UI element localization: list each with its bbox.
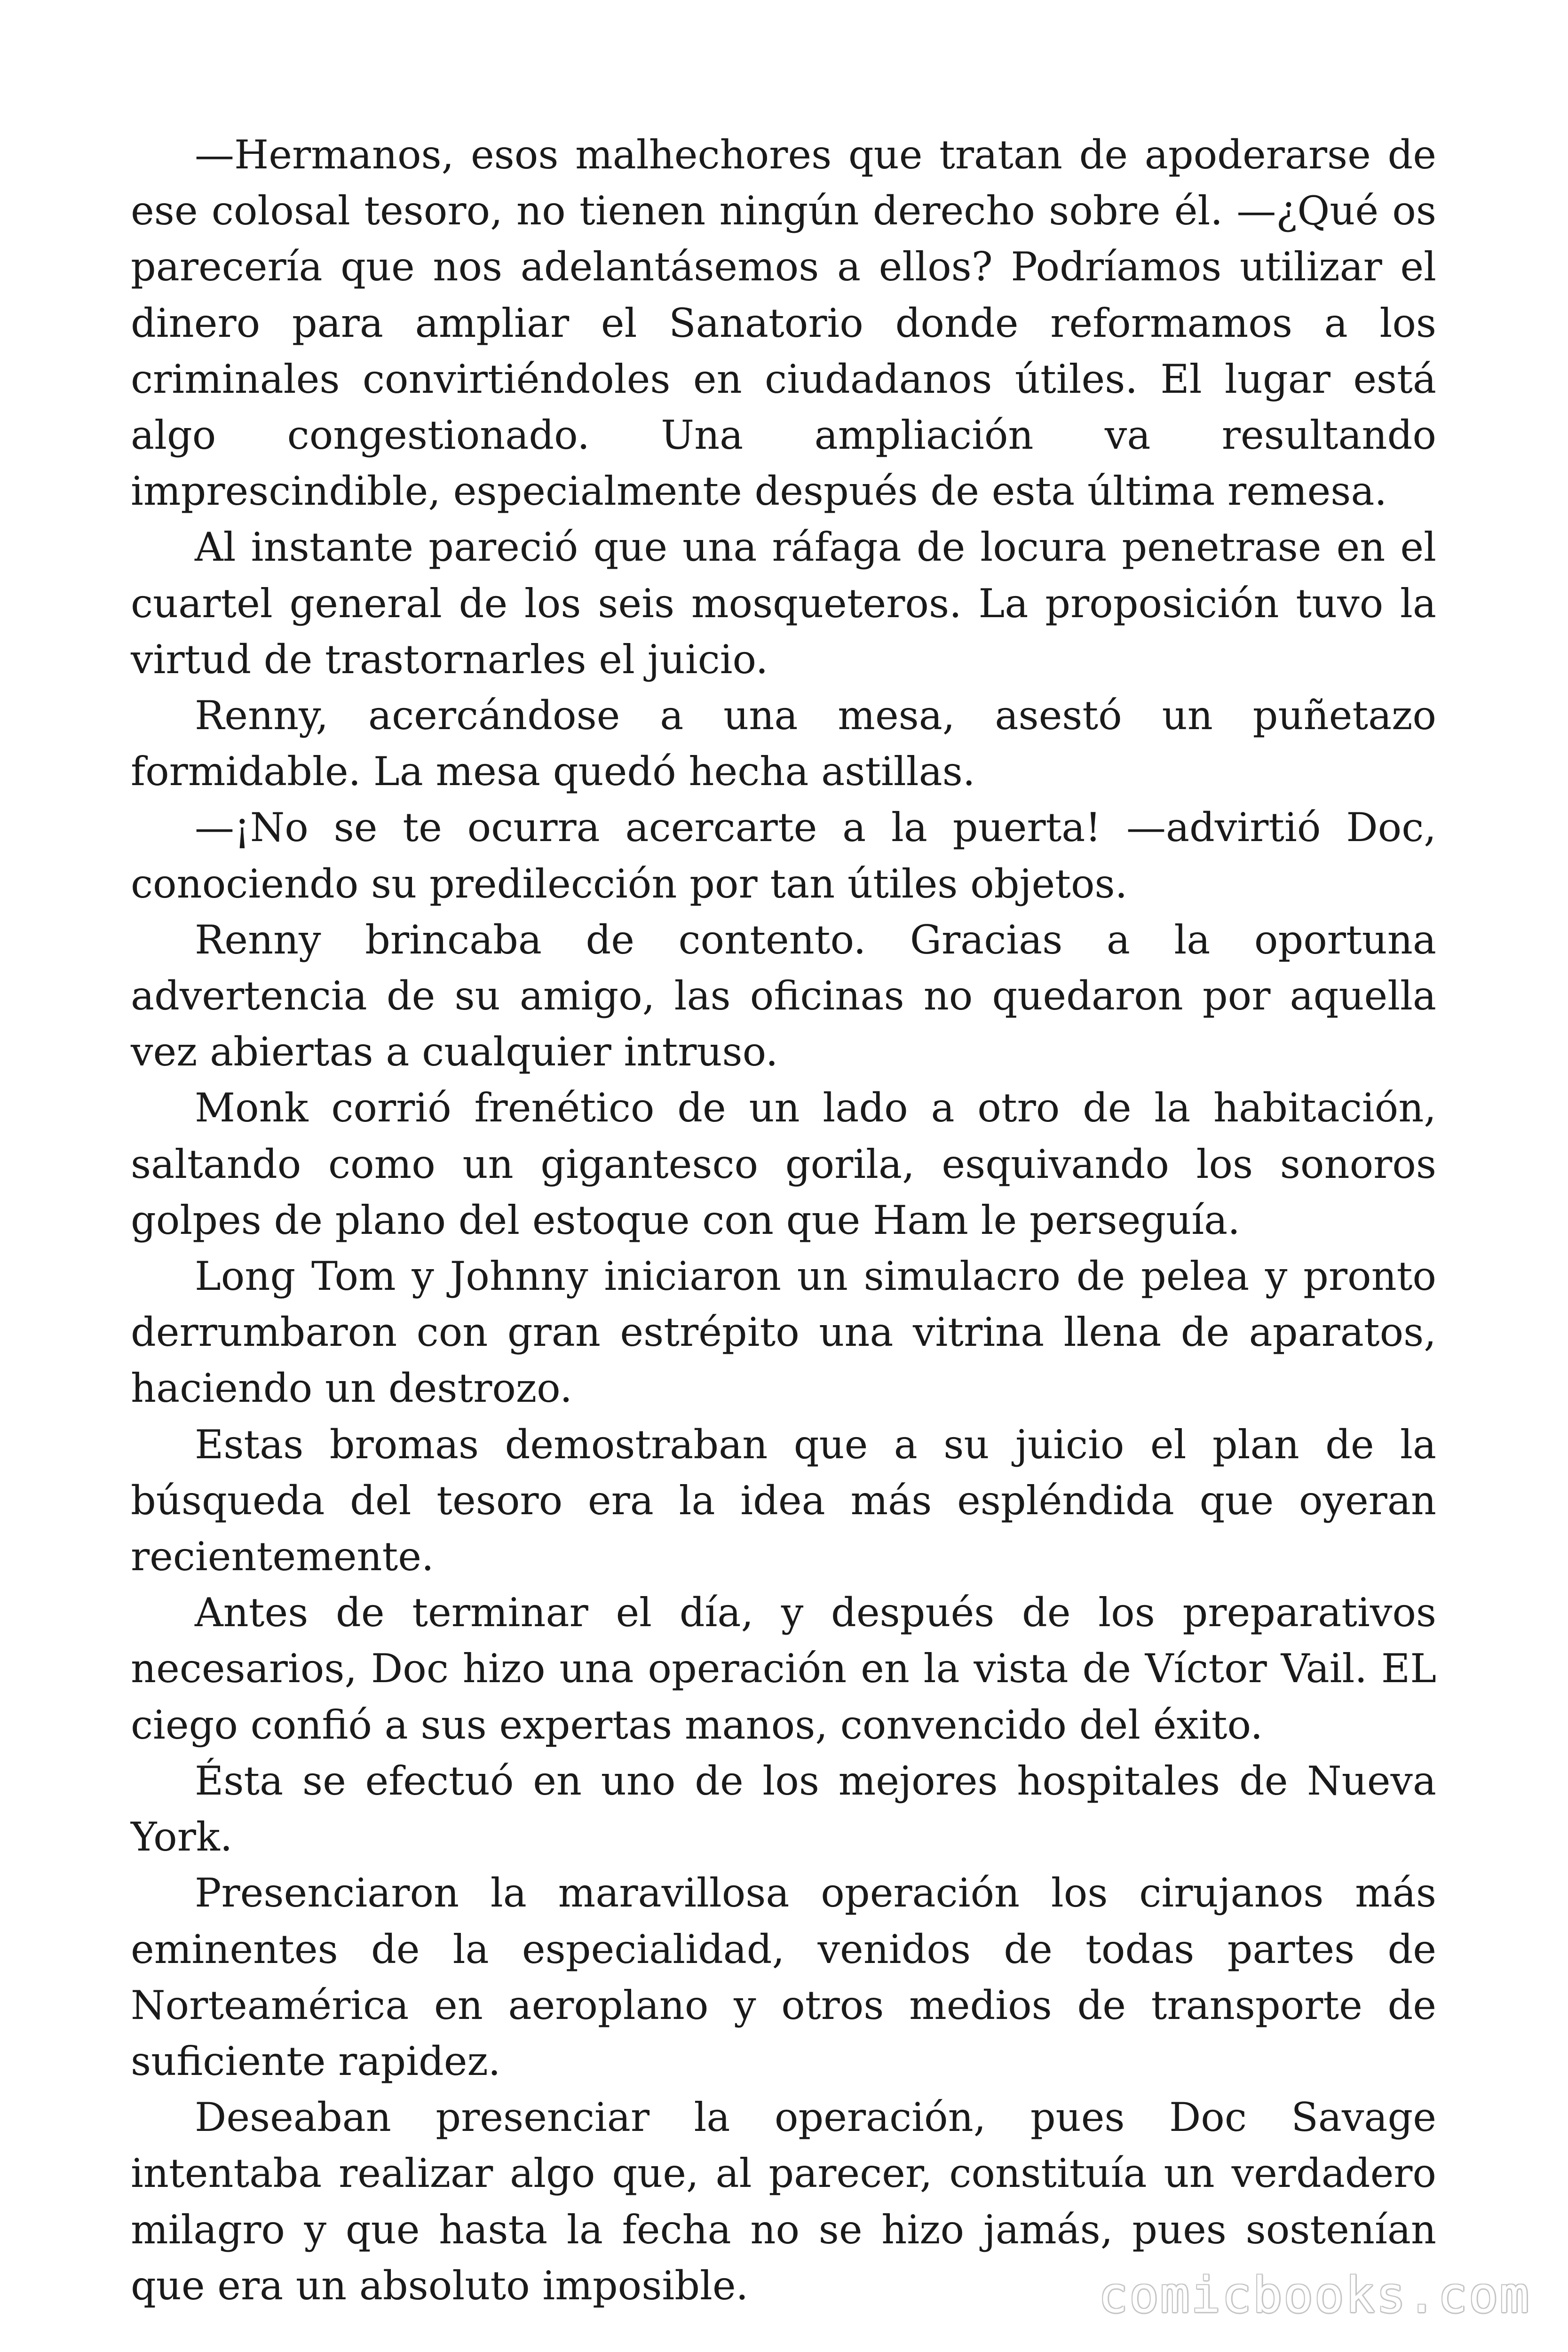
paragraph: Monk corrió frenético de un lado a otro de la habitación, saltando como un gigantesco gorila, esquivando los sonoros golpes de plano del estoque con que Ham le perseguía. (131, 1085, 1436, 1243)
paragraph: Estas bromas demostraban que a su juicio el plan de la búsqueda del tesoro era la idea más espléndida que oyeran recientemente. (131, 1421, 1436, 1580)
paragraph: Renny brincaba de contento. Gracias a la oportuna advertencia de su amigo, las oficinas no quedaron por aquella vez abiertas a cualquier intruso. (131, 916, 1436, 1075)
watermark: comicbooks.com (1098, 2266, 1530, 2324)
paragraph: Ésta se efectuó en uno de los mejores hospitales de Nueva York. (131, 1757, 1436, 1860)
paragraph: Antes de terminar el día, y después de los preparativos necesarios, Doc hizo una operación en la vista de Víctor Vail. EL ciego confió a sus expertas manos, convencido del éxito. (131, 1589, 1436, 1748)
paragraph: Deseaban presenciar la operación, pues Doc Savage intentaba realizar algo que, al parecer, constituía un verdadero milagro y que hasta la fecha no se hizo jamás, pues sostenían que era un absoluto imposible. (131, 2094, 1436, 2309)
paragraph: Al instante pareció que una ráfaga de locura penetrase en el cuartel general de los seis mosqueteros. La proposición tuvo la virtud de trastornarles el juicio. (131, 524, 1436, 683)
paragraph: —¡No se te ocurra acercarte a la puerta! —advirtió Doc, conociendo su predilección por tan útiles objetos. (131, 804, 1436, 907)
paragraph: —Hermanos, esos malhechores que tratan de apoderarse de ese colosal tesoro, no tienen ningún derecho sobre él. —¿Qué os parecería que nos adelantásemos a ellos? Podríamos utilizar el dinero para ampliar el Sanatorio donde reformamos a los criminales convirtiéndoles en ciudadanos útiles. El lugar está algo congestionado. Una ampliación va resultando imprescindible, especialmente después de esta última remesa. (131, 132, 1436, 515)
paragraph: Renny, acercándose a una mesa, asestó un puñetazo formidable. La mesa quedó hecha astillas. (131, 692, 1436, 795)
paragraph: Long Tom y Johnny iniciaron un simulacro de pelea y pronto derrumbaron con gran estrépito una vitrina llena de aparatos, haciendo un destrozo. (131, 1253, 1436, 1412)
body-text (131, 127, 1436, 2314)
paragraph: Presenciaron la maravillosa operación los cirujanos más eminentes de la especialidad, venidos de todas partes de Norteamérica en aeroplano y otros medios de transporte de suficiente rapidez. (131, 1870, 1436, 2084)
